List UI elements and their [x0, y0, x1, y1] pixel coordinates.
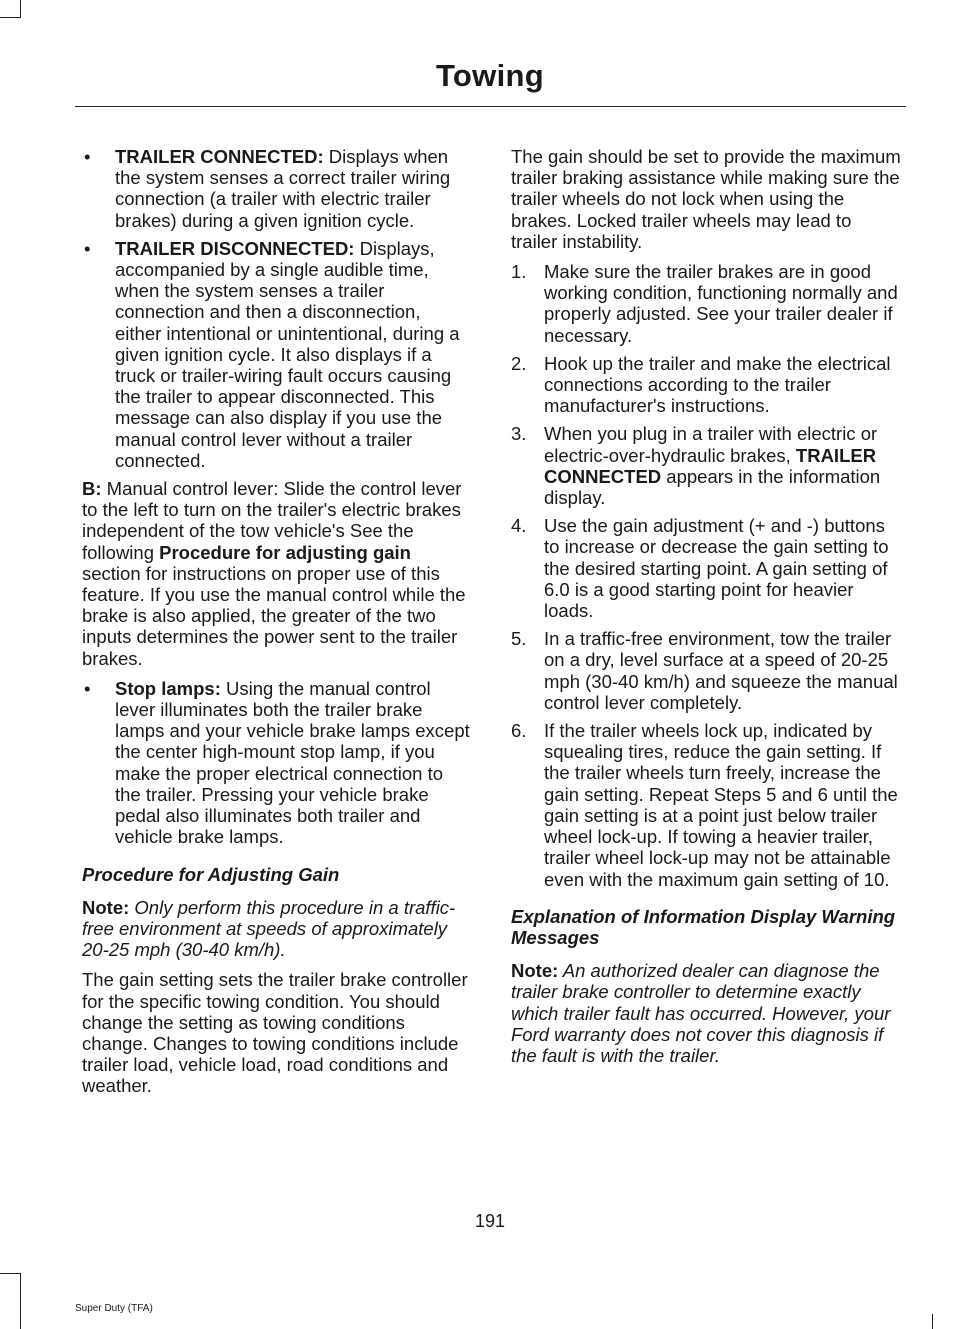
step-bold: TRAILER CONNECTED [544, 444, 877, 487]
paragraph-b [82, 478, 470, 669]
crop-mark [0, 1273, 20, 1274]
list-item [82, 146, 470, 231]
page-title: Towing [436, 58, 544, 93]
bullet-term: TRAILER CONNECTED: [115, 146, 324, 167]
section-heading: Procedure for Adjusting Gain [82, 863, 340, 885]
note-label: Note: [511, 960, 559, 982]
step-number: 4. [511, 515, 527, 537]
list-item [82, 238, 470, 471]
step-item [511, 628, 901, 713]
bullet-text: Displays when the system senses a correct trailer wiring connection (a trailer with electric trailer brakes) during a given ignition cycle. [115, 146, 451, 231]
note [82, 897, 470, 961]
bullet-mark: • [84, 146, 91, 167]
step-text: If the trailer wheels lock up, indicated by squealing tires, reduce the gain setting. If the trailer wheels turn freely, increase the gain setting. Repeat Steps 5 and 6 until the gain setting is at a point just below trailer wheel lock-up. If towing a heavier trailer, trailer wheel lock-up may not be attainable even with the maximum gain setting of 10. [544, 720, 898, 890]
step-text: Use the gain adjustment (+ and -) buttons to increase or decrease the gain setting to the desired starting point. A gain setting of 6.0 is a good starting point for heavier loads. [544, 515, 889, 622]
step-item [511, 515, 901, 621]
step-item [511, 261, 901, 346]
bullet-text: Displays, accompanied by a single audible time, when the system senses a trailer connection and then a disconnection, either intentional or unintentional, during a given ignition cycle. It also displays if a truck or trailer-wiring fault occurs causing the trailer to appear disconnected. This message can also display if you use the manual control lever without a trailer connected. [115, 237, 460, 471]
step-number: 3. [511, 423, 527, 445]
paragraph: The gain should be set to provide the maximum trailer braking assistance while making sure the trailer wheels do not lock when using the brakes. Locked trailer wheels may lead to trailer instability. [511, 146, 901, 252]
page-number: 191 [474, 1211, 506, 1231]
header-divider [75, 106, 906, 107]
section-heading: Explanation of Information Display Warning Messages [511, 905, 896, 948]
step-number: 5. [511, 628, 527, 650]
step-text: Make sure the trailer brakes are in good working condition, functioning normally and properly adjusted. See your trailer dealer if necessary. [544, 261, 898, 346]
step-item [511, 353, 901, 417]
step-number: 2. [511, 352, 527, 374]
crop-mark [0, 17, 20, 18]
bullet-text: Using the manual control lever illuminates both the trailer brake lamps and your vehicle brake lamps except the center high-mount stop lamp, if you make the proper electrical connection to the trailer. Pressing your vehicle brake pedal also illuminates both trailer and vehicle brake lamps. [115, 677, 470, 848]
bullet-mark: • [84, 237, 91, 259]
step-number: 1. [511, 261, 527, 283]
crop-mark [932, 1314, 933, 1329]
list-item [82, 678, 470, 848]
step-item [511, 720, 901, 890]
step-text: appears in the information display. [544, 465, 881, 509]
left-column [82, 146, 470, 1106]
note-label: Note: [82, 896, 130, 918]
step-number: 6. [511, 720, 527, 742]
paragraph: The gain setting sets the trailer brake controller for the specific towing condition. You should change the setting as towing conditions change. Changes to towing conditions include trailer load, vehicle load, road conditions and weather. [82, 969, 468, 1097]
note-text: Only perform this procedure in a traffic-free environment at speeds of approximately 20-25 mph (30-40 km/h). [82, 896, 456, 961]
bullet-term: Stop lamps: [115, 677, 221, 699]
note-text: An authorized dealer can diagnose the trailer brake controller to determine exactly which trailer fault has occurred. However, your Ford warranty does not cover this diagnosis if the fault is with the trailer. [511, 960, 891, 1066]
crop-mark [20, 1273, 21, 1329]
step-item [511, 423, 901, 508]
footer-label: Super Duty (TFA) [75, 1303, 153, 1314]
step-text: In a traffic-free environment, tow the trailer on a dry, level surface at a speed of 20-25 mph (30-40 km/h) and squeeze the manual control lever completely. [544, 628, 898, 713]
note [511, 960, 901, 1066]
crop-mark [20, 0, 21, 18]
bullet-mark: • [84, 677, 91, 699]
b-text: section for instructions on proper use of this feature. If you use the manual control while the brake is also applied, the greater of the two inputs determines the power sent to the trailer brakes. [82, 562, 466, 669]
right-column [511, 146, 901, 1075]
b-link-text: Procedure for adjusting gain [159, 541, 411, 563]
bullet-term: TRAILER DISCONNECTED: [115, 237, 355, 259]
b-label: B: [82, 478, 102, 500]
step-text: Hook up the trailer and make the electrical connections according to the trailer manufacturer's instructions. [544, 352, 891, 417]
step-text: When you plug in a trailer with electric or electric-over-hydraulic brakes, [544, 423, 878, 466]
b-text: Manual control lever: Slide the control lever to the left to turn on the trailer's electric brakes independent of the tow vehicle's See the following [82, 478, 462, 563]
